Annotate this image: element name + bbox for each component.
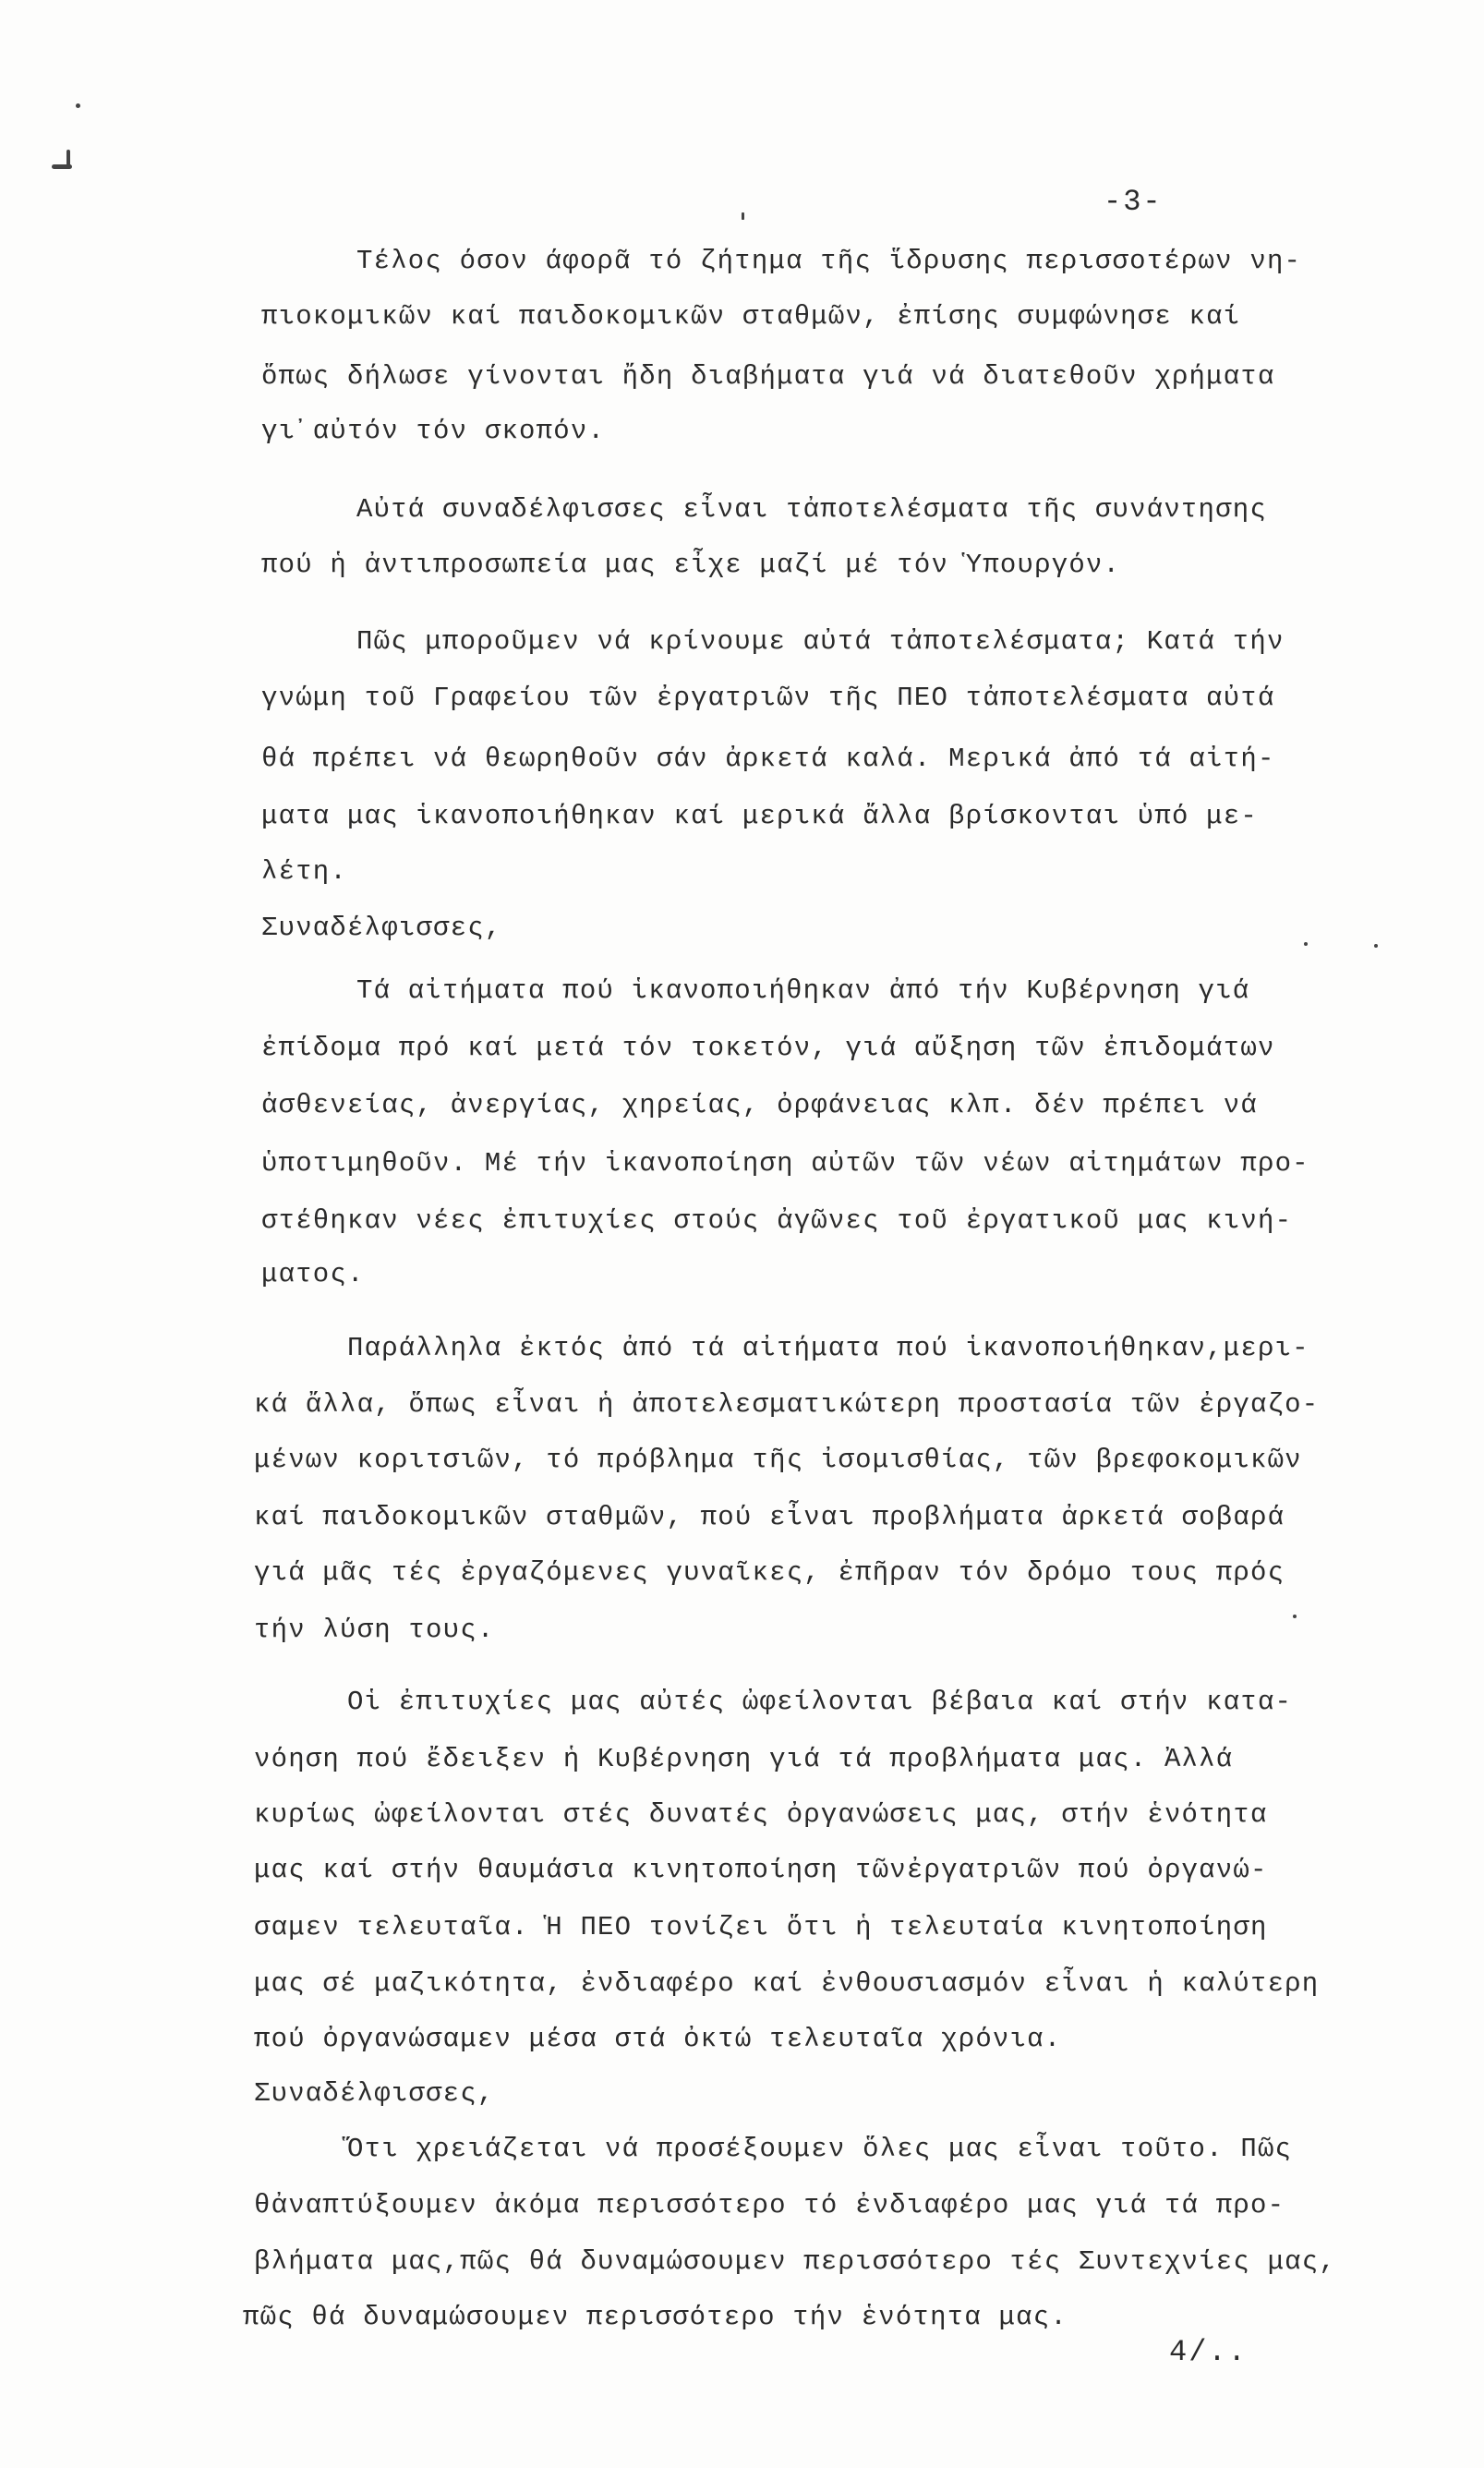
text-line: βλήματα μας,πῶς θά δυναμώσουμεν περισσότερο τές Συντεχνίες μας, bbox=[254, 2246, 1336, 2277]
text-line: Ὅτι χρειάζεται νά προσέξουμεν ὅλες μας εἶναι τοῦτο. Πῶς bbox=[347, 2134, 1293, 2164]
text-line: στέθηκαν νέες ἐπιτυχίες στούς ἀγῶνες τοῦ ἐργατικοῦ μας κινή- bbox=[261, 1205, 1293, 1236]
text-line: νόηση πού ἔδειξεν ἡ Κυβέρνηση γιά τά προβλήματα μας. Ἀλλά bbox=[254, 1744, 1234, 1774]
text-line: Πῶς μποροῦμεν νά κρίνουμε αὐτά τἀποτελέσματα; Κατά τήν bbox=[356, 626, 1285, 657]
text-line: ὅπως δήλωσε γίνονται ἤδη διαβήματα γιά νά διατεθοῦν χρήματα bbox=[261, 361, 1275, 392]
text-line: Οἱ ἐπιτυχίες μας αὐτές ὠφείλονται βέβαια καί στήν κατα- bbox=[347, 1687, 1293, 1717]
text-line: γνώμη τοῦ Γραφείου τῶν ἐργατριῶν τῆς ΠΕΟ τἀποτελέσματα αὐτά bbox=[261, 683, 1275, 713]
text-line: γι᾿αὐτόν τόν σκοπόν. bbox=[261, 416, 606, 446]
text-line: Τέλος όσον άφορᾶ τό ζήτημα τῆς ἵδρυσης περισσοτέρων νη- bbox=[356, 246, 1302, 276]
salutation: Συναδέλφισσες, bbox=[261, 913, 502, 943]
text-line: γιά μᾶς τές ἐργαζόμενες γυναῖκες, ἐπῆραν τόν δρόμο τους πρός bbox=[254, 1557, 1285, 1588]
text-line: Παράλληλα ἐκτός ἀπό τά αἰτήματα πού ἱκανοποιήθηκαν,μερι- bbox=[347, 1333, 1309, 1363]
text-line: κά ἄλλα, ὅπως εἶναι ἡ ἀποτελεσματικώτερη προστασία τῶν ἐργαζο- bbox=[254, 1389, 1320, 1420]
text-line: ματος. bbox=[261, 1259, 365, 1289]
scan-speck bbox=[66, 150, 70, 166]
text-line: μας σέ μαζικότητα, ἐνδιαφέρο καί ἐνθουσιασμόν εἶναι ἡ καλύτερη bbox=[254, 1968, 1320, 1999]
text-line: ἐπίδομα πρό καί μετά τόν τοκετόν, γιά αὔξηση τῶν ἐπιδομάτων bbox=[261, 1033, 1275, 1063]
text-line: μένων κοριτσιῶν, τό πρόβλημα τῆς ἰσομισθίας, τῶν βρεφοκομικῶν bbox=[254, 1445, 1302, 1475]
text-line: κυρίως ὠφείλονται στές δυνατές ὀργανώσεις μας, στήν ἑνότητα bbox=[254, 1799, 1268, 1830]
scan-speck bbox=[1293, 1615, 1297, 1618]
scan-speck bbox=[742, 212, 744, 220]
text-line: πιοκομικῶν καί παιδοκομικῶν σταθμῶν, ἐπίσης συμφώνησε καί bbox=[261, 301, 1241, 332]
scan-speck bbox=[1304, 942, 1308, 946]
text-line: ματα μας ἱκανοποιήθηκαν καί μερικά ἄλλα βρίσκονται ὑπό με- bbox=[261, 801, 1258, 831]
scan-speck bbox=[1374, 944, 1378, 948]
text-line: θά πρέπει νά θεωρηθοῦν σάν ἀρκετά καλά. Μερικά ἀπό τά αἰτή- bbox=[261, 744, 1275, 774]
text-line: τήν λύση τους. bbox=[254, 1615, 495, 1645]
text-line: πού ὀργανώσαμεν μέσα στά ὀκτώ τελευταῖα χρόνια. bbox=[254, 2024, 1062, 2054]
text-line: Αὐτά συναδέλφισσες εἶναι τἀποτελέσματα τῆς συνάντησης bbox=[356, 494, 1267, 525]
text-line: ἀσθενείας, ἀνεργίας, χηρείας, ὀρφάνειας κλπ. δέν πρέπει νά bbox=[261, 1090, 1258, 1120]
text-line: πού ἡ ἀντιπροσωπεία μας εἶχε μαζί μέ τόν Ὑπουργόν. bbox=[261, 550, 1121, 580]
text-line: καί παιδοκομικῶν σταθμῶν, πού εἶναι προβλήματα ἀρκετά σοβαρά bbox=[254, 1502, 1285, 1532]
text-line: σαμεν τελευταῖα. Ἡ ΠΕΟ τονίζει ὅτι ἡ τελευταία κινητοποίηση bbox=[254, 1912, 1268, 1942]
text-line: Τά αἰτήματα πού ἱκανοποιήθηκαν ἀπό τήν Κυβέρνηση γιά bbox=[356, 975, 1250, 1006]
text-line: λέτη. bbox=[261, 856, 348, 887]
text-line: ὑποτιμηθοῦν. Μέ τήν ἱκανοποίηση αὐτῶν τῶν νέων αἰτημάτων προ- bbox=[261, 1148, 1309, 1179]
text-line: πῶς θά δυναμώσουμεν περισσότερο τήν ἑνότητα μας. bbox=[243, 2302, 1068, 2332]
text-line: θἀναπτύξουμεν ἀκόμα περισσότερο τό ἐνδιαφέρο μας γιά τά προ- bbox=[254, 2190, 1285, 2220]
continuation-ref: 4/.. bbox=[1169, 2335, 1248, 2369]
scan-speck bbox=[76, 103, 80, 108]
page-number: -3- bbox=[1104, 185, 1163, 219]
text-line: μας καί στήν θαυμάσια κινητοποίηση τῶνἐργατριῶν πού ὀργανώ- bbox=[254, 1855, 1268, 1885]
salutation: Συναδέλφισσες, bbox=[254, 2078, 495, 2109]
